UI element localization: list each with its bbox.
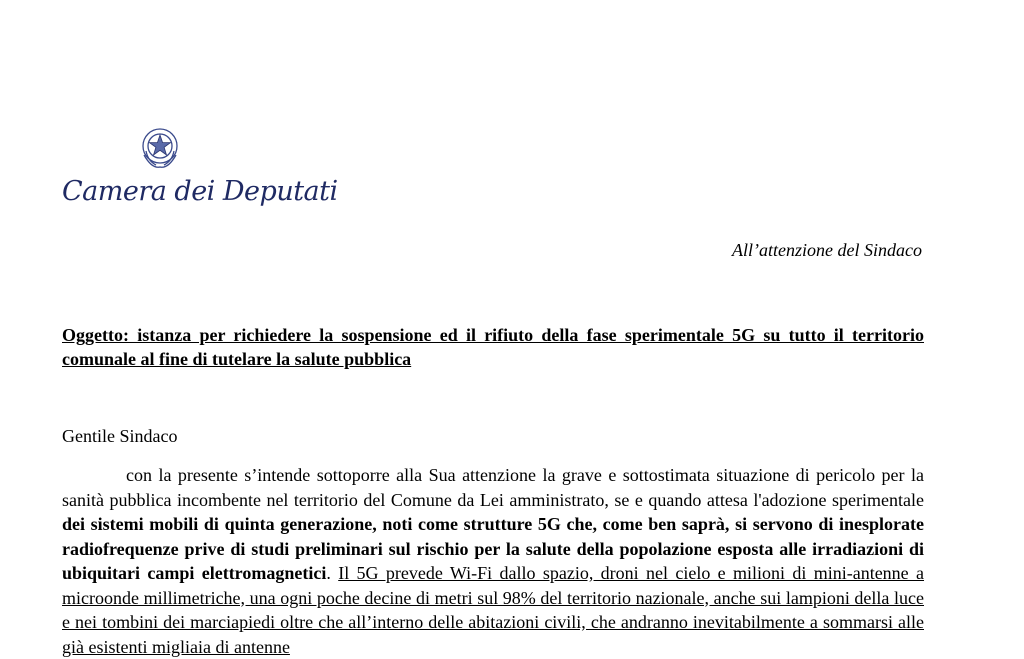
letter-body: [62, 463, 924, 659]
institution-name: Camera dei Deputati: [62, 176, 338, 207]
body-bold-statement: dei sistemi mobili di quinta generazione, noti come strutture 5G che, come ben saprà, si servono di inesplorate radiofrequenze prive di studi preliminari sul rischio per la salute della popolazione esposta alle irradiazioni di ubiquitari campi elettromagnetici: [62, 514, 924, 583]
body-underlined-statement: Il 5G prevede Wi-Fi dallo spazio, droni nel cielo e milioni di mini-antenne a microonde millimetriche, una ogni poche decine di metri sul 98% del territorio nazionale, anche sui lampioni della luce e nei tombini dei marciapiedi oltre che all’interno delle abitazioni civili, che andranno inevitabilmente a sommarsi alle già esistenti migliaia di antenne: [62, 563, 925, 657]
emblem-icon: [138, 125, 182, 171]
body-intro: con la presente s’intende sottoporre alla Sua attenzione la grave e sottostimata situazione di pericolo per la sanità pubblica incombente nel territorio del Comune da Lei amministrato, se e quando attesa l'adozione sperimentale: [62, 465, 924, 510]
subject-line: Oggetto: istanza per richiedere la sospensione ed il rifiuto della fase sperimentale 5G su tutto il territorio comunale al fine di tutelare la salute pubblica: [62, 325, 924, 369]
recipient-line: All’attenzione del Sindaco: [732, 240, 922, 260]
greeting: Gentile Sindaco: [62, 426, 178, 446]
body-punct: .: [326, 563, 339, 583]
